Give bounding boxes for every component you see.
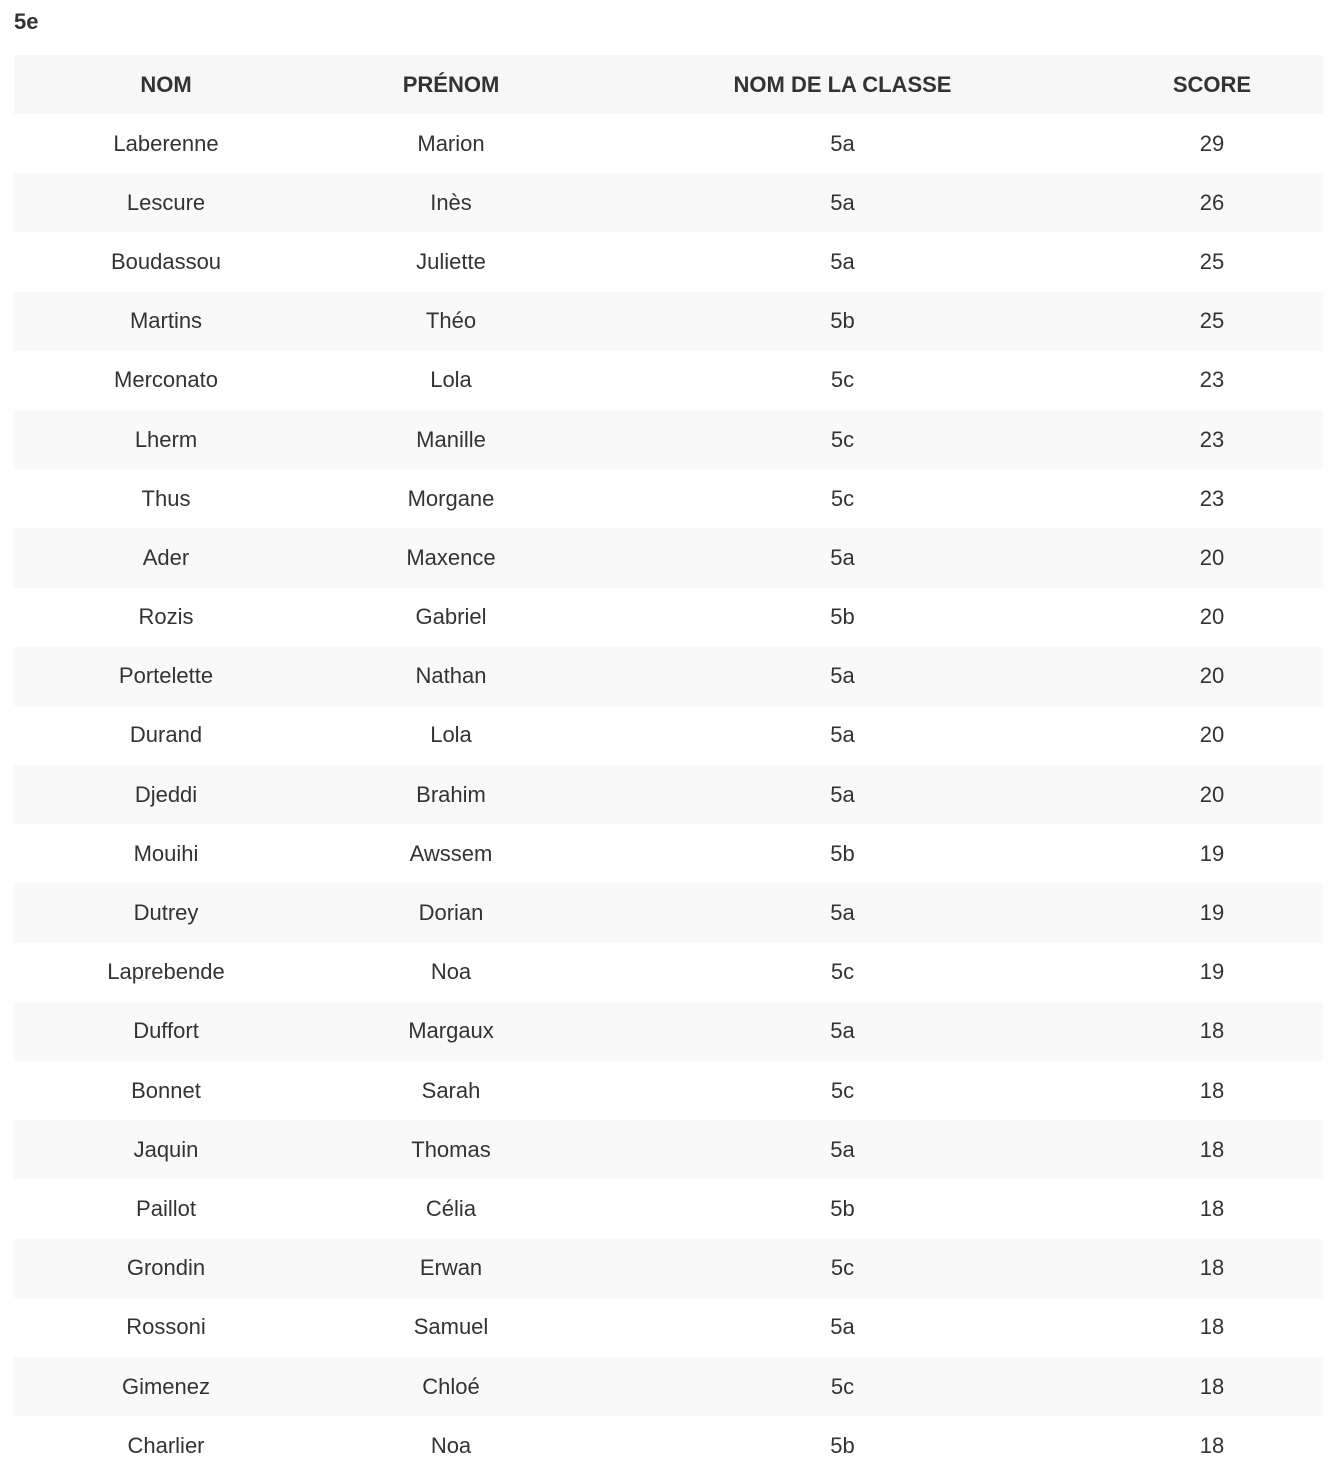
header-row (14, 55, 1323, 114)
section-title: 5e (14, 9, 39, 34)
cell-classe: 5a (584, 647, 1101, 706)
cell-classe: 5a (584, 1002, 1101, 1061)
table-row (14, 706, 1323, 765)
header-nom: NOM (14, 55, 318, 114)
cell-prenom: Célia (318, 1179, 584, 1238)
cell-prenom: Samuel (318, 1298, 584, 1357)
cell-prenom: Margaux (318, 1002, 584, 1061)
cell-classe: 5c (584, 1239, 1101, 1298)
cell-prenom: Erwan (318, 1239, 584, 1298)
cell-score: 18 (1101, 1416, 1323, 1475)
cell-classe: 5a (584, 883, 1101, 942)
cell-score: 26 (1101, 173, 1323, 232)
cell-nom: Thus (14, 469, 318, 528)
cell-classe: 5a (584, 173, 1101, 232)
cell-prenom: Thomas (318, 1120, 584, 1179)
cell-classe: 5a (584, 114, 1101, 173)
cell-score: 18 (1101, 1357, 1323, 1416)
ranking-table (14, 55, 1323, 1475)
cell-classe: 5a (584, 528, 1101, 587)
cell-nom: Martins (14, 292, 318, 351)
cell-prenom: Dorian (318, 883, 584, 942)
table-row (14, 469, 1323, 528)
cell-prenom: Noa (318, 1416, 584, 1475)
cell-score: 18 (1101, 1002, 1323, 1061)
cell-nom: Durand (14, 706, 318, 765)
cell-prenom: Inès (318, 173, 584, 232)
cell-score: 23 (1101, 351, 1323, 410)
cell-classe: 5c (584, 1061, 1101, 1120)
cell-score: 23 (1101, 469, 1323, 528)
cell-score: 18 (1101, 1061, 1323, 1120)
cell-nom: Lherm (14, 410, 318, 469)
cell-score: 20 (1101, 706, 1323, 765)
cell-nom: Paillot (14, 1179, 318, 1238)
cell-nom: Boudassou (14, 232, 318, 291)
header-classe: NOM DE LA CLASSE (584, 55, 1101, 114)
cell-nom: Rossoni (14, 1298, 318, 1357)
table-row (14, 588, 1323, 647)
cell-score: 18 (1101, 1120, 1323, 1179)
cell-nom: Rozis (14, 588, 318, 647)
cell-nom: Merconato (14, 351, 318, 410)
cell-nom: Mouihi (14, 824, 318, 883)
table-row (14, 173, 1323, 232)
cell-score: 19 (1101, 943, 1323, 1002)
table-row (14, 824, 1323, 883)
table-row (14, 1239, 1323, 1298)
cell-score: 19 (1101, 883, 1323, 942)
table-row (14, 1416, 1323, 1475)
cell-classe: 5a (584, 232, 1101, 291)
table-row (14, 232, 1323, 291)
cell-nom: Djeddi (14, 765, 318, 824)
table-header (14, 55, 1323, 114)
cell-classe: 5b (584, 292, 1101, 351)
cell-prenom: Awssem (318, 824, 584, 883)
table-body (14, 114, 1323, 1475)
table-row (14, 1061, 1323, 1120)
table-row (14, 410, 1323, 469)
table-row (14, 1357, 1323, 1416)
cell-score: 20 (1101, 588, 1323, 647)
cell-score: 20 (1101, 528, 1323, 587)
header-score: SCORE (1101, 55, 1323, 114)
cell-prenom: Maxence (318, 528, 584, 587)
cell-nom: Laberenne (14, 114, 318, 173)
cell-prenom: Juliette (318, 232, 584, 291)
table-row (14, 528, 1323, 587)
cell-nom: Duffort (14, 1002, 318, 1061)
cell-prenom: Théo (318, 292, 584, 351)
table-row (14, 1002, 1323, 1061)
cell-prenom: Sarah (318, 1061, 584, 1120)
cell-classe: 5b (584, 1179, 1101, 1238)
cell-score: 25 (1101, 232, 1323, 291)
cell-prenom: Nathan (318, 647, 584, 706)
cell-prenom: Noa (318, 943, 584, 1002)
cell-score: 18 (1101, 1179, 1323, 1238)
cell-classe: 5c (584, 351, 1101, 410)
cell-score: 20 (1101, 647, 1323, 706)
cell-nom: Jaquin (14, 1120, 318, 1179)
cell-score: 20 (1101, 765, 1323, 824)
cell-prenom: Lola (318, 706, 584, 765)
cell-prenom: Marion (318, 114, 584, 173)
cell-prenom: Chloé (318, 1357, 584, 1416)
cell-score: 23 (1101, 410, 1323, 469)
cell-classe: 5a (584, 1120, 1101, 1179)
header-prenom: PRÉNOM (318, 55, 584, 114)
cell-nom: Laprebende (14, 943, 318, 1002)
table-row (14, 765, 1323, 824)
cell-prenom: Brahim (318, 765, 584, 824)
cell-classe: 5a (584, 706, 1101, 765)
cell-nom: Grondin (14, 1239, 318, 1298)
cell-nom: Bonnet (14, 1061, 318, 1120)
cell-classe: 5a (584, 1298, 1101, 1357)
cell-classe: 5c (584, 469, 1101, 528)
cell-score: 29 (1101, 114, 1323, 173)
cell-classe: 5c (584, 943, 1101, 1002)
table-row (14, 1298, 1323, 1357)
cell-prenom: Morgane (318, 469, 584, 528)
cell-classe: 5b (584, 588, 1101, 647)
cell-nom: Lescure (14, 173, 318, 232)
cell-nom: Charlier (14, 1416, 318, 1475)
cell-nom: Ader (14, 528, 318, 587)
cell-nom: Portelette (14, 647, 318, 706)
table-row (14, 292, 1323, 351)
cell-classe: 5a (584, 765, 1101, 824)
cell-classe: 5c (584, 1357, 1101, 1416)
cell-score: 18 (1101, 1298, 1323, 1357)
table-row (14, 1179, 1323, 1238)
table-row (14, 883, 1323, 942)
cell-score: 18 (1101, 1239, 1323, 1298)
cell-classe: 5b (584, 1416, 1101, 1475)
cell-classe: 5c (584, 410, 1101, 469)
cell-score: 19 (1101, 824, 1323, 883)
table-row (14, 647, 1323, 706)
cell-score: 25 (1101, 292, 1323, 351)
cell-classe: 5b (584, 824, 1101, 883)
table-row (14, 351, 1323, 410)
cell-prenom: Gabriel (318, 588, 584, 647)
table-row (14, 1120, 1323, 1179)
cell-prenom: Manille (318, 410, 584, 469)
cell-nom: Dutrey (14, 883, 318, 942)
cell-prenom: Lola (318, 351, 584, 410)
table-row (14, 114, 1323, 173)
cell-nom: Gimenez (14, 1357, 318, 1416)
table-row (14, 943, 1323, 1002)
